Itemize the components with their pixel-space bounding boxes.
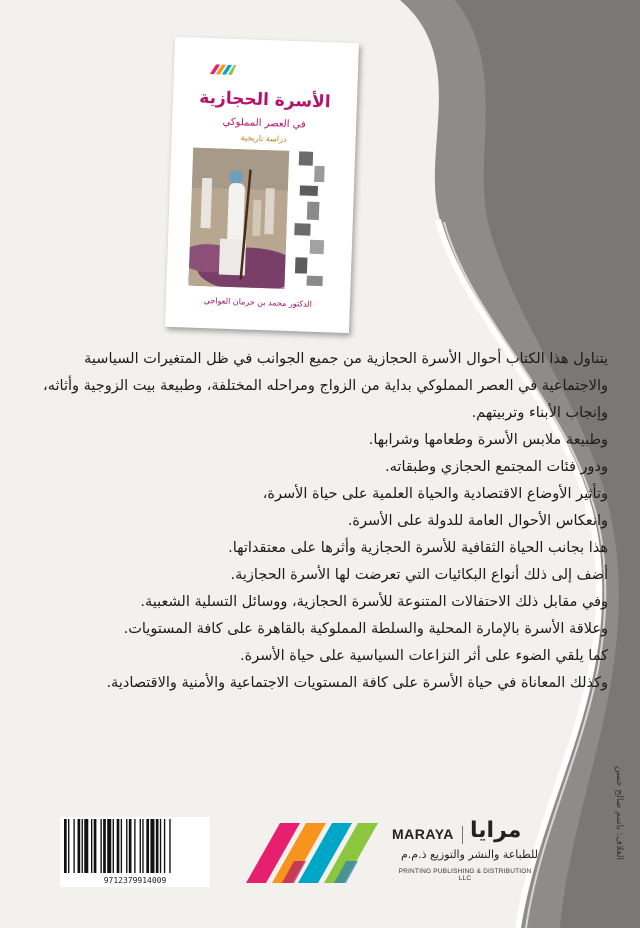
barcode-bar	[78, 819, 81, 873]
barcode-bar	[103, 819, 106, 873]
barcode-bar	[100, 819, 101, 873]
barcode-bar	[160, 819, 161, 873]
barcode-bar	[129, 819, 132, 873]
description-paragraph: وفي مقابل ذلك الاحتفالات المتنوعة للأسرة الحجازية، ووسائل التسلية الشعبية.	[140, 594, 608, 610]
publisher-logo-icon	[210, 64, 236, 75]
dancer-illustration	[188, 148, 289, 289]
cover-subtitle: في العصر المملوكي	[222, 116, 306, 131]
barcode-bar	[73, 819, 74, 873]
barcode-bar	[140, 819, 141, 873]
barcode-bar	[156, 819, 159, 873]
barcode-bar	[68, 819, 69, 873]
barcode-bar	[146, 819, 149, 873]
isbn-barcode	[60, 817, 210, 887]
maraya-logo-icon	[246, 823, 384, 883]
cover-author: الدكتور محمد بن جرمان العواجي	[203, 296, 313, 309]
barcode-bar	[82, 819, 83, 873]
barcode-bar	[94, 819, 97, 873]
description-paragraph: هذا بجانب الحياة الثقافية للأسرة الحجازية وأثرها على معتقداتها.	[228, 540, 608, 556]
credit-text: الغلاف: باسم صالح حسن	[614, 765, 624, 861]
barcode-bar	[169, 819, 170, 873]
description-paragraph: وعلاقة الأسرة بالإمارة المحلية والسلطة المملوكية بالقاهرة على كافة المستويات.	[123, 621, 608, 637]
barcode-bar	[121, 819, 122, 873]
cover-decorative-bars	[290, 151, 335, 292]
publisher-name-en: MARAYA	[392, 826, 454, 842]
barcode-bar	[117, 819, 120, 873]
description-paragraph: كما يلقي الضوء على أثر النزاعات السياسية على حياة الأسرة.	[240, 648, 608, 664]
barcode-bar	[107, 819, 111, 873]
publisher-name-ar: مرايا	[470, 818, 522, 843]
publisher-subtitle-en: PRINTING PUBLISHING & DISTRIBUTION LLC	[398, 868, 532, 882]
barcode-bar	[64, 819, 67, 873]
barcode-bar	[126, 819, 127, 873]
barcode-bar	[164, 819, 165, 873]
description-paragraph: وكذلك المعاناة في حياة الأسرة على كافة المستويات الاجتماعية والأمنية والاقتصادية.	[106, 675, 608, 691]
barcode-bar	[134, 819, 135, 873]
description-paragraph: ودور فئات المجتمع الحجازي وطبقاته.	[385, 459, 608, 475]
barcode-bar	[142, 819, 143, 873]
cover-photo	[188, 148, 289, 289]
description-paragraph: أضف إلى ذلك أنواع البكائيات التي تعرضت لها الأسرة الحجازية.	[230, 567, 608, 583]
description-paragraph: وطبيعة ملابس الأسرة وطعامها وشرابها.	[368, 432, 608, 448]
barcode-number: 9712379914009	[103, 876, 167, 885]
book-cover-thumbnail	[165, 37, 359, 333]
barcode-bar	[91, 819, 92, 873]
publisher-subtitle-ar: للطباعة والنشر والتوزيع ذ.م.م	[400, 848, 538, 861]
barcode-bar	[84, 819, 88, 873]
cover-title: الأسرة الحجازية	[199, 87, 331, 113]
barcode-bar	[150, 819, 154, 873]
book-description	[40, 346, 608, 697]
barcode-bars	[60, 817, 210, 875]
publisher-divider	[462, 826, 463, 844]
description-paragraph: يتناول هذا الكتاب أحوال الأسرة الحجازية من جميع الجوانب في ظل المتغيرات السياسية والاجتماعية في العصر المملوكي بداية من الزواج ومراحله المختلفة، وطبيعة بيت الزوجية وأثاثه، وإنجاب الأبناء وتربيتهم.	[43, 351, 608, 421]
description-paragraph: وتأثير الأوضاع الاقتصادية والحياة العلمية على حياة الأسرة،	[262, 486, 608, 502]
cover-design-credit	[610, 730, 622, 900]
description-paragraph: وانعكاس الأحوال العامة للدولة على الأسرة.	[347, 513, 608, 529]
cover-subtitle-2: دراسة تاريخية	[240, 133, 287, 144]
barcode-bar	[113, 819, 114, 873]
